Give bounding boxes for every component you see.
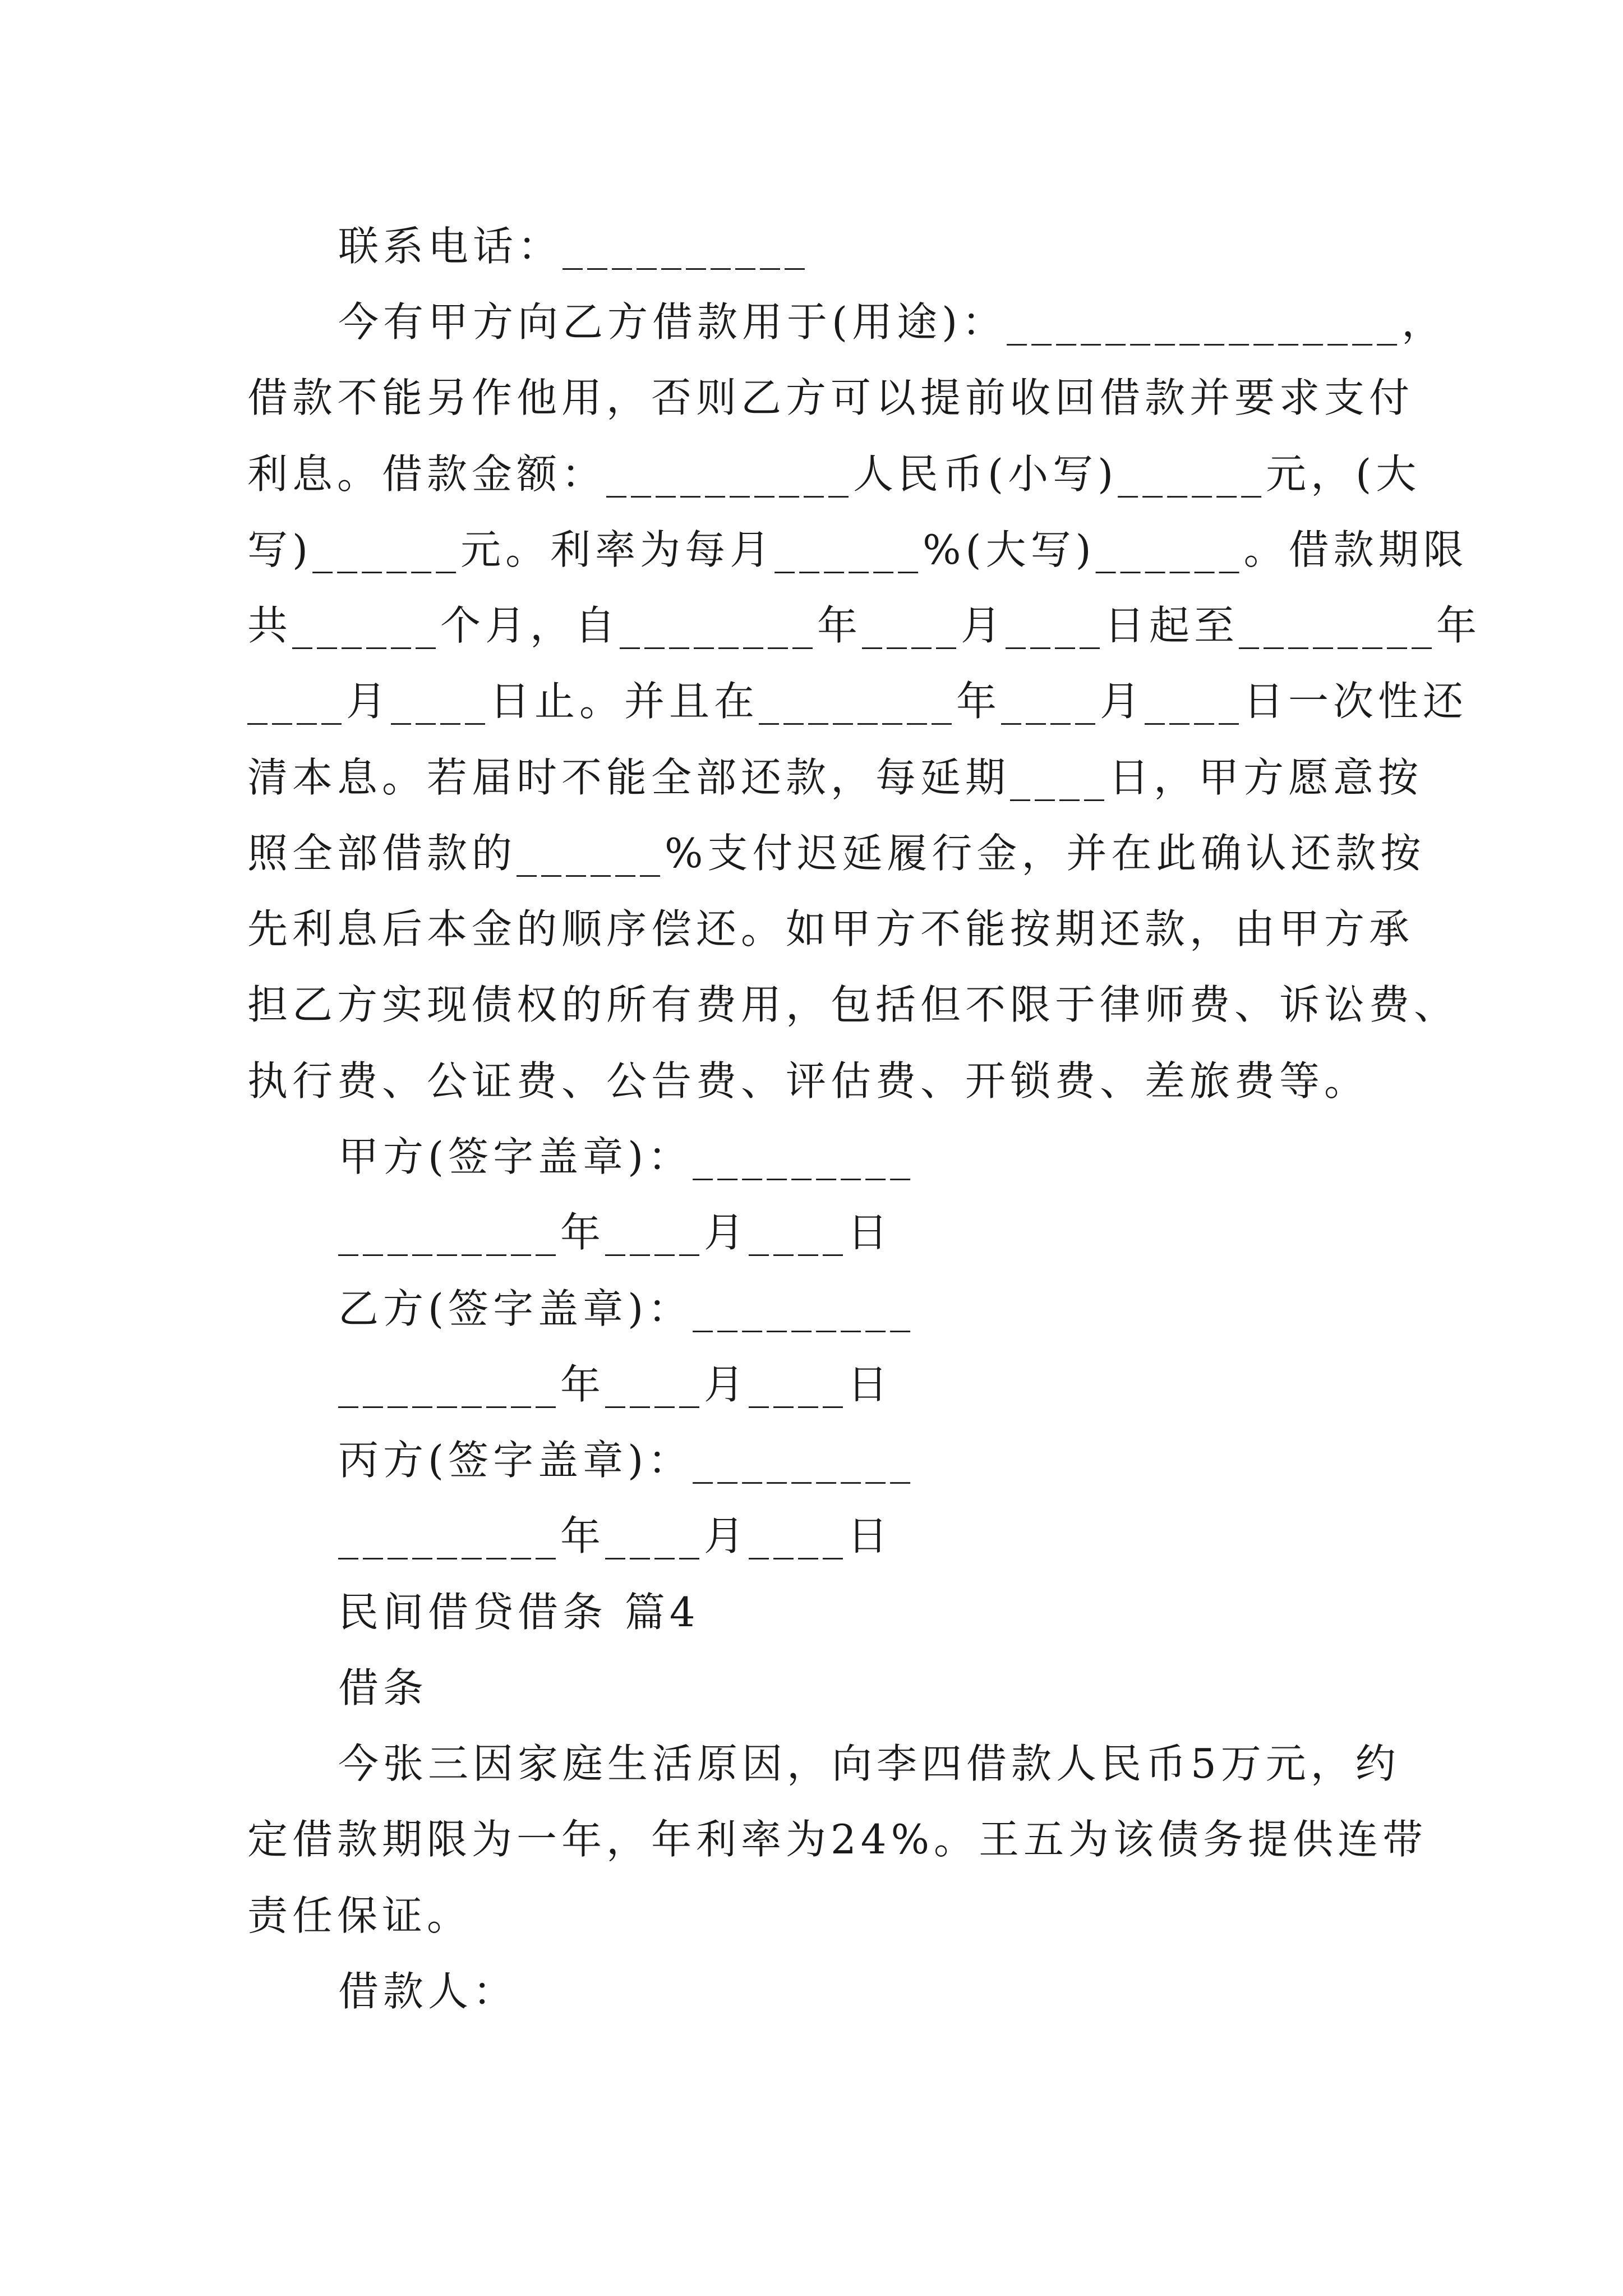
paragraph-line: 照全部借款的______%支付迟延履行金，并在此确认还款按 (247, 830, 1426, 877)
paragraph-line: 共______个月，自________年____月____日起至________年 (247, 602, 1482, 649)
signature-party-c: 丙方(签字盖章)：_________ (338, 1437, 915, 1484)
document-title: 借条 (338, 1664, 428, 1711)
section-heading: 民间借贷借条 篇4 (338, 1589, 700, 1636)
paragraph-line: 借款不能另作他用，否则乙方可以提前收回借款并要求支付 (247, 374, 1414, 421)
signature-party-a: 甲方(签字盖章)：_________ (338, 1133, 915, 1180)
paragraph-line: ____月____日止。并且在________年____月____日一次性还 (247, 678, 1468, 725)
paragraph-line: 执行费、公证费、公告费、评估费、开锁费、差旅费等。 (247, 1057, 1370, 1105)
signature-party-b: 乙方(签字盖章)：_________ (338, 1285, 915, 1332)
signature-date-a: _________年____月____日 (338, 1209, 892, 1256)
borrower-label: 借款人： (338, 1968, 518, 2015)
paragraph-line: 今张三因家庭生活原因，向李四借款人民币5万元，约 (338, 1740, 1400, 1787)
paragraph-line: 今有甲方向乙方借款用于(用途)：________________， (338, 298, 1447, 346)
paragraph-line: 利息。借款金额：__________人民币(小写)______元，(大 (247, 450, 1421, 498)
paragraph-line: 责任保证。 (247, 1892, 472, 1939)
paragraph-line: 写)______元。利率为每月______%(大写)______。借款期限 (247, 526, 1468, 573)
signature-date-c: _________年____月____日 (338, 1512, 892, 1559)
paragraph-line: 担乙方实现债权的所有费用，包括但不限于律师费、诉讼费、 (247, 981, 1459, 1028)
signature-date-b: _________年____月____日 (338, 1361, 892, 1408)
paragraph-line: 清本息。若届时不能全部还款，每延期____日，甲方愿意按 (247, 754, 1423, 801)
paragraph-line: 定借款期限为一年，年利率为24%。王五为该债务提供连带 (247, 1816, 1428, 1863)
paragraph-line: 先利息后本金的顺序偿还。如甲方不能按期还款，由甲方承 (247, 905, 1414, 953)
phone-line: 联系电话：__________ (338, 223, 810, 270)
